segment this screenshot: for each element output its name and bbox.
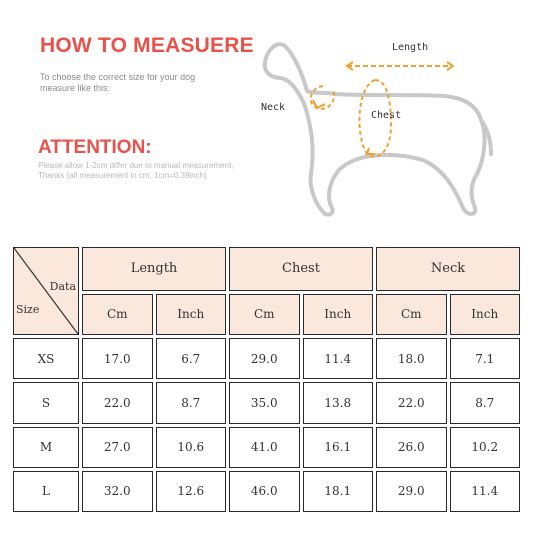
table-row bbox=[13, 338, 520, 379]
table-unit-row bbox=[13, 294, 520, 335]
size-cell: M bbox=[13, 427, 79, 468]
value-cell: 11.4 bbox=[450, 471, 521, 512]
dog-outline bbox=[265, 44, 485, 214]
value-cell: 27.0 bbox=[82, 427, 153, 468]
value-cell: 32.0 bbox=[82, 471, 153, 512]
value-cell: 16.1 bbox=[303, 427, 374, 468]
size-cell: XS bbox=[13, 338, 79, 379]
group-header-neck: Neck bbox=[376, 247, 520, 291]
value-cell: 22.0 bbox=[376, 382, 447, 423]
value-cell: 18.1 bbox=[303, 471, 374, 512]
chest-label: Chest bbox=[371, 110, 402, 121]
corner-data-label: Data bbox=[49, 280, 76, 293]
unit-header-cell: Cm bbox=[376, 294, 447, 335]
measure-title: HOW TO MEASUERE bbox=[40, 34, 254, 57]
attention-note-line-1: Please allow 1-2cm differ due to manual measurement, bbox=[38, 161, 234, 170]
unit-header-cell: Inch bbox=[303, 294, 374, 335]
value-cell: 22.0 bbox=[82, 382, 153, 423]
attention-note-line-2: Thanks (all measurement in cm, 1cm=0.39inch) bbox=[38, 171, 207, 180]
group-header-length: Length bbox=[82, 247, 226, 291]
group-header-chest: Chest bbox=[229, 247, 373, 291]
value-cell: 26.0 bbox=[376, 427, 447, 468]
table-row bbox=[13, 471, 520, 512]
value-cell: 17.0 bbox=[82, 338, 153, 379]
chest-arrow-head bbox=[367, 148, 375, 154]
attention-note bbox=[38, 161, 278, 181]
length-label: Length bbox=[392, 42, 429, 53]
value-cell: 29.0 bbox=[376, 471, 447, 512]
size-cell: L bbox=[13, 471, 79, 512]
size-cell: S bbox=[13, 382, 79, 423]
value-cell: 12.6 bbox=[156, 471, 227, 512]
attention-title: ATTENTION: bbox=[38, 137, 152, 158]
neck-label: Neck bbox=[261, 102, 286, 113]
size-data-corner-cell bbox=[13, 247, 79, 335]
corner-size-label: Size bbox=[16, 303, 40, 317]
value-cell: 41.0 bbox=[229, 427, 300, 468]
value-cell: 11.4 bbox=[303, 338, 374, 379]
unit-header-cell: Inch bbox=[450, 294, 521, 335]
value-cell: 6.7 bbox=[156, 338, 227, 379]
dog-measurement-diagram bbox=[255, 36, 495, 230]
value-cell: 8.7 bbox=[156, 382, 227, 423]
table-row bbox=[13, 427, 520, 468]
table-header-row bbox=[13, 247, 520, 291]
value-cell: 29.0 bbox=[229, 338, 300, 379]
value-cell: 13.8 bbox=[303, 382, 374, 423]
value-cell: 46.0 bbox=[229, 471, 300, 512]
value-cell: 10.2 bbox=[450, 427, 521, 468]
value-cell: 35.0 bbox=[229, 382, 300, 423]
value-cell: 10.6 bbox=[156, 427, 227, 468]
size-chart-table bbox=[10, 244, 523, 515]
unit-header-cell: Cm bbox=[82, 294, 153, 335]
table-row bbox=[13, 382, 520, 423]
unit-header-cell: Inch bbox=[156, 294, 227, 335]
value-cell: 8.7 bbox=[450, 382, 521, 423]
dog-silhouette-illustration bbox=[255, 36, 495, 226]
unit-header-cell: Cm bbox=[229, 294, 300, 335]
value-cell: 7.1 bbox=[450, 338, 521, 379]
measure-instructions: To choose the correct size for your dog measure like this: bbox=[40, 72, 196, 93]
value-cell: 18.0 bbox=[376, 338, 447, 379]
